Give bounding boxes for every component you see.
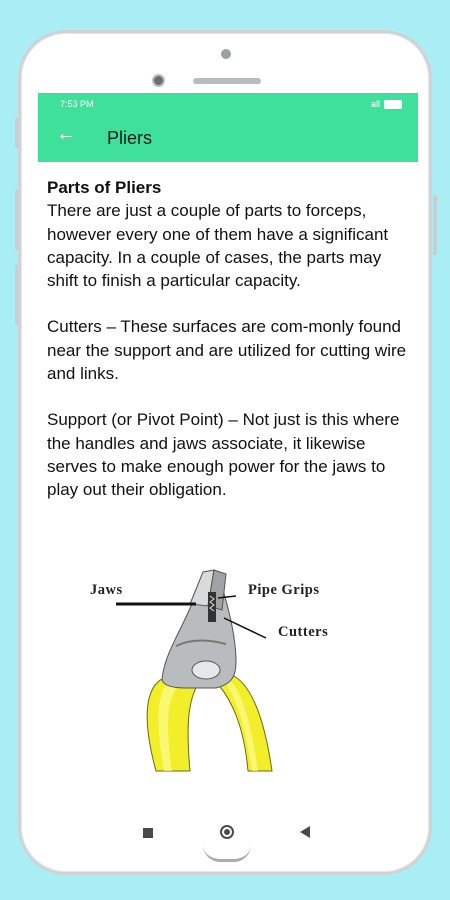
front-camera [152,74,165,87]
article-content [47,176,413,502]
signal-icon: all [370,99,380,109]
article-heading: Parts of Pliers [47,178,162,197]
pliers-diagram [86,566,386,774]
page-title: Pliers [107,128,153,148]
app-screen [38,93,418,809]
power-button [433,195,437,255]
circle-home-icon[interactable] [220,825,234,839]
earpiece-speaker [193,78,261,84]
battery-icon [384,100,402,109]
status-icons [371,99,402,109]
pliers-illustration [86,566,386,774]
label-jaws: Jaws [90,582,123,598]
square-icon[interactable] [143,828,153,838]
paragraph-intro: There are just a couple of parts to forceps, however every one of them have a significant capacity. In a couple of cases, the parts may shift to finish a particular capacity. [47,201,389,291]
sensor-dot [221,49,231,59]
back-arrow-icon[interactable]: ← [56,123,76,145]
label-pipe-grips: Pipe Grips [248,582,320,598]
paragraph-cutters: Cutters – These surfaces are com-monly found near the support and are utilized for cutting wire and links. [47,317,407,384]
label-cutters: Cutters [278,624,329,640]
status-time: 7:53 PM [60,99,94,109]
triangle-back-icon[interactable] [300,826,310,838]
paragraph-support: Support (or Pivot Point) – Not just is this where the handles and jaws associate, it likewise serves to make enough power for the jaws to play out their obligation. [47,410,400,500]
app-bar [38,93,418,162]
